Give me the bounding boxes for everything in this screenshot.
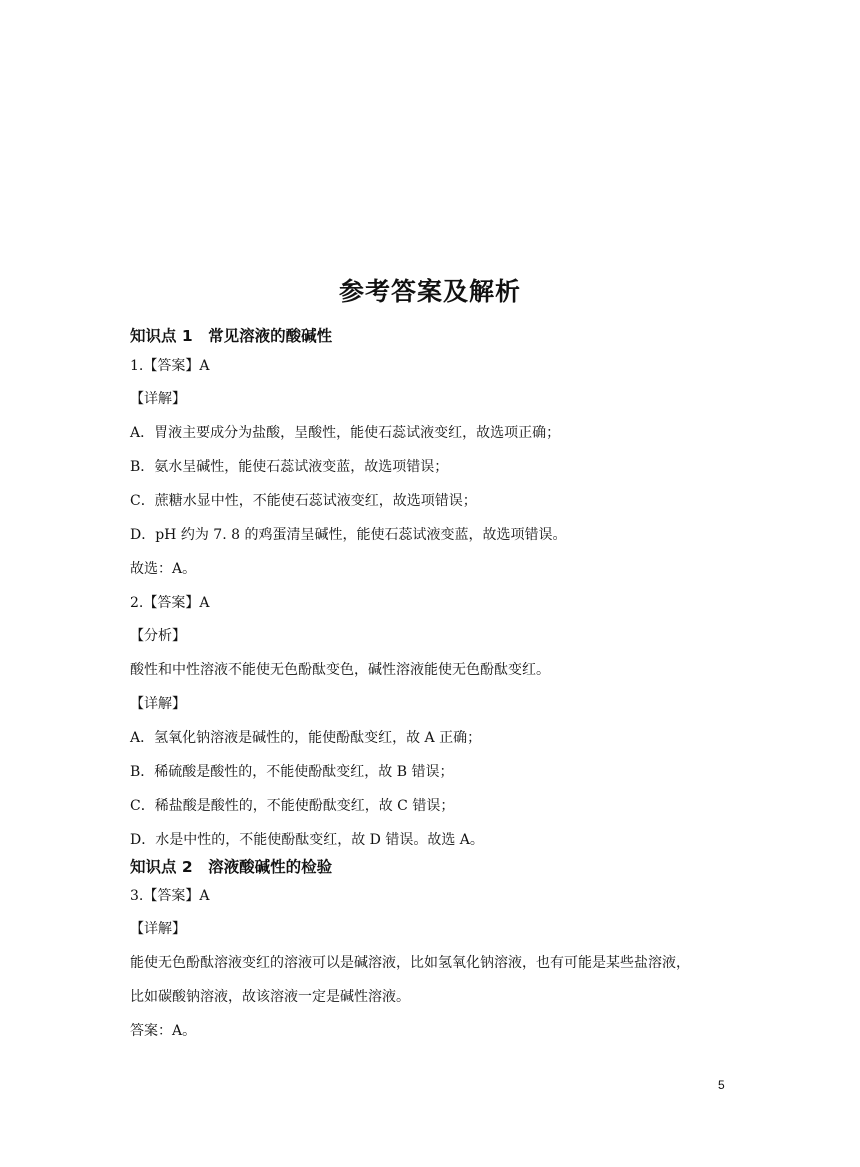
q2-analysis: 酸性和中性溶液不能使无色酚酞变色，碱性溶液能使无色酚酞变红。 bbox=[130, 662, 550, 678]
q3-text-line-1: 能使无色酚酞溶液变红的溶液可以是碱溶液，比如氢氧化钠溶液，也有可能是某些盐溶液， bbox=[130, 955, 690, 971]
q2-answer: 2.【答案】A bbox=[130, 595, 210, 611]
q2-option-d: D．水是中性的，不能使酚酞变红，故 D 错误。故选 A。 bbox=[130, 832, 484, 848]
q1-choice: 故选：A。 bbox=[130, 561, 197, 577]
q2-option-c: C．稀盐酸是酸性的，不能使酚酞变红，故 C 错误； bbox=[130, 798, 455, 814]
page-title: 参考答案及解析 bbox=[338, 277, 521, 306]
section-heading-1: 知识点 1 常见溶液的酸碱性 bbox=[130, 327, 333, 345]
q2-detail-label: 【详解】 bbox=[130, 696, 186, 712]
q3-answer: 3.【答案】A bbox=[130, 888, 210, 904]
page-number: 5 bbox=[718, 1078, 725, 1092]
q3-detail-label: 【详解】 bbox=[130, 921, 186, 937]
q1-option-a: A．胃液主要成分为盐酸，呈酸性，能使石蕊试液变红，故选项正确； bbox=[130, 425, 561, 441]
q2-analysis-label: 【分析】 bbox=[130, 628, 186, 644]
q1-option-b: B．氨水呈碱性，能使石蕊试液变蓝，故选项错误； bbox=[130, 459, 449, 475]
q1-option-c: C．蔗糖水显中性，不能使石蕊试液变红，故选项错误； bbox=[130, 493, 477, 509]
section-heading-2: 知识点 2 溶液酸碱性的检验 bbox=[130, 858, 333, 876]
q2-option-b: B．稀硫酸是酸性的，不能使酚酞变红，故 B 错误； bbox=[130, 764, 454, 780]
q1-option-d: D．pH 约为 7. 8 的鸡蛋清呈碱性，能使石蕊试液变蓝，故选项错误。 bbox=[130, 527, 567, 543]
q3-conclusion: 答案：A。 bbox=[130, 1023, 197, 1039]
q1-answer: 1.【答案】A bbox=[130, 358, 210, 374]
q3-text-line-2: 比如碳酸钠溶液，故该溶液一定是碱性溶液。 bbox=[130, 989, 410, 1005]
q2-option-a: A．氢氧化钠溶液是碱性的，能使酚酞变红，故 A 正确； bbox=[130, 730, 482, 746]
q1-detail-label: 【详解】 bbox=[130, 391, 186, 407]
